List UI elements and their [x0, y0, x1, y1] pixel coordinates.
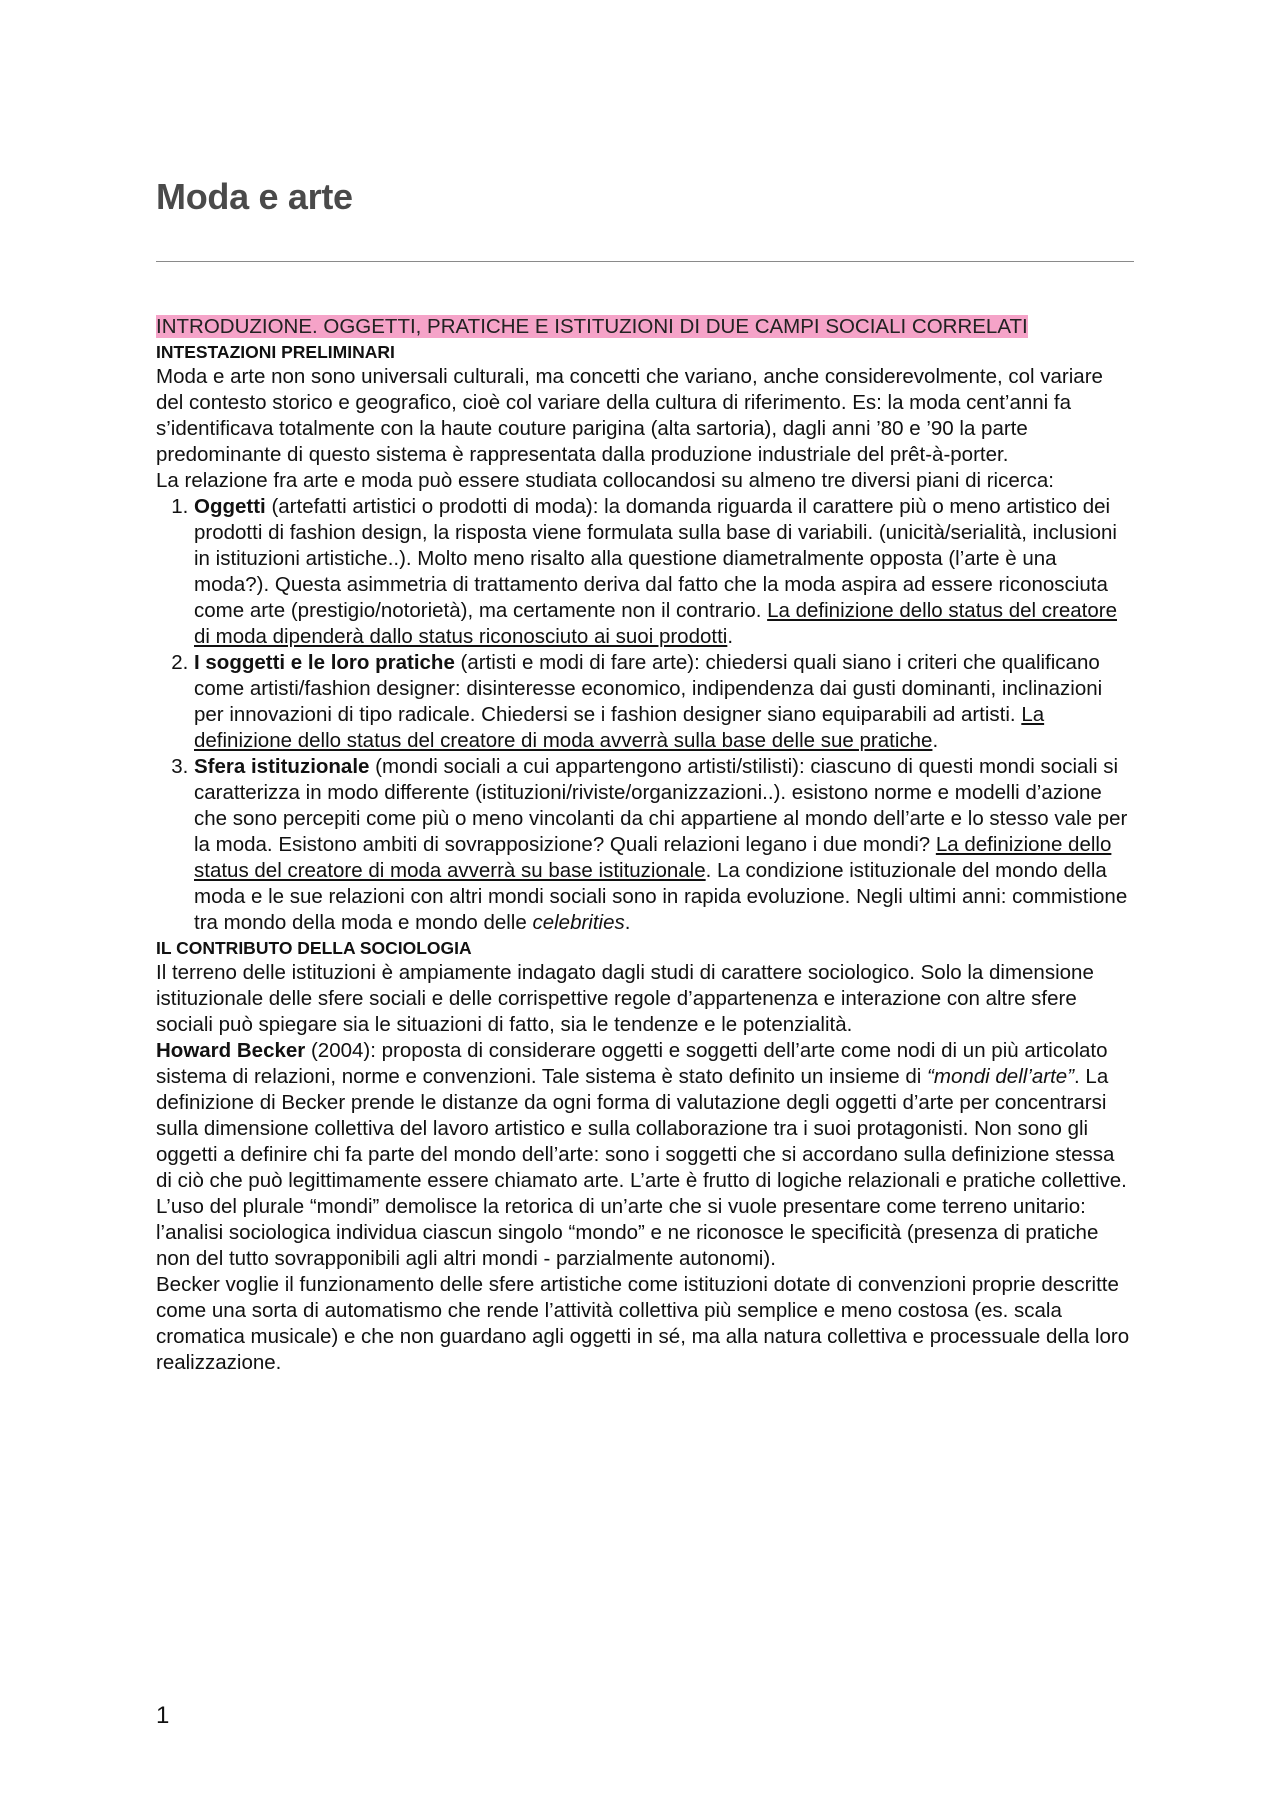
paragraph: Becker voglie il funzionamento delle sfere artistiche come istituzioni dotate di convenzioni proprie descritte come una sorta di automatismo che rende l’attività collettiva più semplice e meno costosa (es. scala cromatica musicale) e che non guardano agli oggetti in sé, ma alla natura collettiva e processuale della loro realizzazione.	[156, 1273, 1130, 1374]
paragraph: La relazione fra arte e moda può essere studiata collocandosi su almeno tre diversi piani di ricerca:	[156, 469, 1054, 492]
list-item-tail: .	[624, 911, 631, 934]
italic-text: “mondi dell’arte”	[927, 1065, 1075, 1088]
list-item	[194, 494, 1134, 650]
subheading-sociologia: IL CONTRIBUTO DELLA SOCIOLOGIA	[156, 938, 472, 958]
page-title: Moda e arte	[156, 176, 353, 217]
subheading-preliminari: INTESTAZIONI PRELIMINARI	[156, 342, 395, 362]
highlighted-heading: INTRODUZIONE. OGGETTI, PRATICHE E ISTITUZIONI DI DUE CAMPI SOCIALI CORRELATI	[156, 315, 1028, 338]
paragraph-text: (2004): proposta di considerare oggetti e soggetti dell’arte come nodi di un più articolato sistema di relazioni, norme e convenzioni. Tale sistema è stato definito un insieme di	[156, 1039, 1108, 1088]
paragraph: Il terreno delle istituzioni è ampiamente indagato dagli studi di carattere sociologico. Solo la dimensione istituzionale delle sfere sociali e delle corrispettive regole d’appartenenza e interazione con altre sfere sociali può spiegare sia le situazioni di fatto, sia le tendenze e le potenzialità.	[156, 961, 1094, 1036]
paragraph: Moda e arte non sono universali culturali, ma concetti che variano, anche considerevolmente, col variare del contesto storico e geografico, cioè col variare della cultura di riferimento. Es: la moda cent’anni fa s’identificava totalmente con la haute couture parigina (alta sartoria), dagli anni ’80 e ’90 la parte predominante di questo sistema è rappresentata dalla produzione industriale del prêt-à-porter.	[156, 365, 1103, 466]
paragraph-becker	[156, 1038, 1134, 1194]
list-item	[194, 650, 1134, 754]
document-body	[156, 314, 1134, 1376]
list-item-tail: .	[932, 729, 939, 752]
list-item-tail: .	[727, 625, 734, 648]
list-item-title: Oggetti	[194, 495, 266, 518]
underlined-text: La definizione dello status del creatore di moda avverrà sulla base delle sue pratiche	[194, 703, 1045, 752]
list-item	[194, 754, 1134, 936]
list-item-text: (artisti e modi di fare arte): chiedersi quali siano i criteri che qualificano come artisti/fashion designer: disinteresse economico, indipendenza dai gusti dominanti, inclinazioni per innovazioni di tipo radicale. Chiedersi se i fashion designer siano equiparabili ad artisti.	[194, 651, 1103, 726]
underlined-text: La definizione dello status del creatore di moda avverrà su base istituzionale	[194, 833, 1112, 882]
list-item-title: Sfera istituzionale	[194, 755, 370, 778]
section-heading-intro	[156, 314, 1134, 340]
underlined-text: La definizione dello status del creatore di moda dipenderà dallo status riconosciuto ai suoi prodotti	[194, 599, 1117, 648]
list-item-title: I soggetti e le loro pratiche	[194, 651, 455, 674]
paragraph-text: . La definizione di Becker prende le distanze da ogni forma di valutazione degli oggetti d’arte per concentrarsi sulla dimensione collettiva del lavoro artistico e sulla collaborazione tra i suoi protagonisti. Non sono gli oggetti a definire chi fa parte del mondo dell’arte: sono i soggetti che si accordano sulla definizione stessa di ciò che può legittimamente essere chiamato arte. L’arte è frutto di logiche relazionali e pratiche collettive.	[156, 1065, 1127, 1192]
list-item-tail: . La condizione istituzionale del mondo della moda e le sue relazioni con altri mondi sociali sono in rapida evoluzione. Negli ultimi anni: commistione tra mondo della moda e mondo delle	[194, 859, 1128, 934]
paragraph: L’uso del plurale “mondi” demolisce la retorica di un’arte che si vuole presentare come terreno unitario: l’analisi sociologica individua ciascun singolo “mondo” e ne riconosce le specificità (presenza di pratiche non del tutto sovrapponibili agli altri mondi - parzialmente autonomi).	[156, 1195, 1099, 1270]
page-number: 1	[156, 1702, 170, 1729]
list-item-text: (artefatti artistici o prodotti di moda): la domanda riguarda il carattere più o meno artistico dei prodotti di fashion design, la risposta viene formulata sulla base di variabili. (unicità/serialità, inclusioni in istituzioni artistiche..). Molto meno risalto alla questione diametralmente opposta (l’arte è una moda?). Questa asimmetria di trattamento deriva dal fatto che la moda aspira ad essere riconosciuta come arte (prestigio/notorietà), ma certamente non il contrario.	[194, 495, 1117, 622]
italic-text: celebrities	[532, 911, 625, 934]
title-divider	[156, 261, 1134, 262]
research-levels-list	[156, 494, 1134, 936]
list-item-text: (mondi sociali a cui appartengono artisti/stilisti): ciascuno di questi mondi sociali si caratterizza in modo differente (istituzioni/riviste/organizzazioni..). esistono norme e modelli d’azione che sono percepiti come più o meno vincolanti da chi appartiene al mondo dell’arte e lo stesso vale per la moda. Esistono ambiti di sovrapposizione? Quali relazioni legano i due mondi?	[194, 755, 1128, 856]
author-name: Howard Becker	[156, 1039, 306, 1062]
